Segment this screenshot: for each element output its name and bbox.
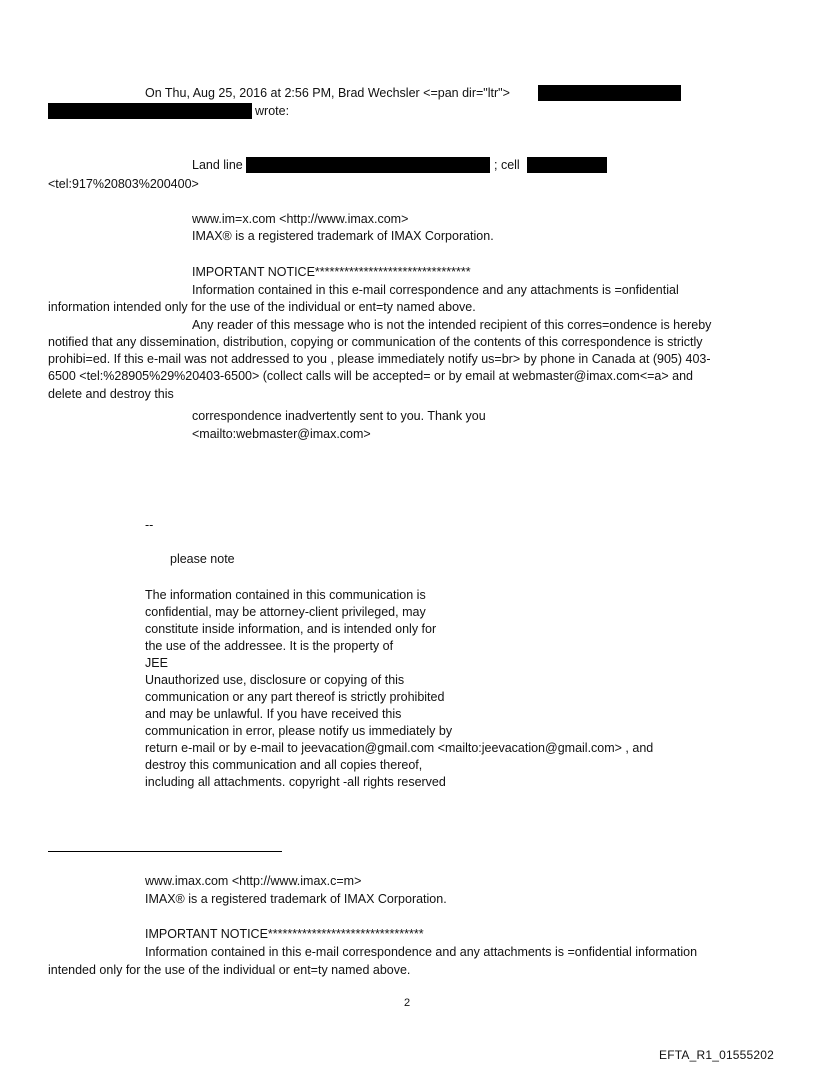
signature-line: destroy this communication and all copies thereof, <box>145 758 423 772</box>
imax-website[interactable]: www.imax.com <http://www.imax.c=m> <box>145 874 362 888</box>
signature-line: constitute inside information, and is intended only for <box>145 622 437 636</box>
footnote-divider <box>48 851 282 852</box>
signature-line: communication in error, please notify us immediately by <box>145 724 453 738</box>
redaction-box <box>246 157 490 173</box>
signature-line: and may be unlawful. If you have received this <box>145 707 402 721</box>
notice-line: 6500 <tel:%28905%29%20403-6500> (collect calls will be accepted= or by email at webmaster@imax.com<=a> and <box>48 369 694 383</box>
page-number: 2 <box>404 997 411 1009</box>
notice-line: delete and destroy this <box>48 387 174 401</box>
redaction-box <box>48 103 252 119</box>
notice-line: Information contained in this e-mail correspondence and any attachments is =onfidential information <box>145 945 698 959</box>
land-line-label: Land line <box>192 158 243 172</box>
notice-line: Any reader of this message who is not the intended recipient of this corres=ondence is hereby <box>192 318 712 332</box>
notice-title: IMPORTANT NOTICE******************************** <box>192 265 471 279</box>
signature-line: the use of the addressee. It is the property of <box>145 639 394 653</box>
notice-line: intended only for the use of the individual or ent=ty named above. <box>48 963 411 977</box>
signature-line: confidential, may be attorney-client privileged, may <box>145 605 426 619</box>
notice-line: prohibi=ed. If this e-mail was not addressed to you , please immediately notify us=br> by phone in Canada at (905) 403- <box>48 352 711 366</box>
imax-trademark: IMAX® is a registered trademark of IMAX Corporation. <box>145 892 447 906</box>
signature-separator: -- <box>145 518 154 532</box>
signature-line: return e-mail or by e-mail to jeevacation@gmail.com <mailto:jeevacation@gmail.com> , and <box>145 741 654 755</box>
notice-closing-line: correspondence inadvertently sent to you. Thank you <box>192 409 486 423</box>
signature-line: JEE <box>145 656 168 670</box>
signature-line: Unauthorized use, disclosure or copying of this <box>145 673 405 687</box>
notice-line: Information contained in this e-mail correspondence and any attachments is =onfidential <box>192 283 679 297</box>
redaction-box <box>538 85 681 101</box>
notice-title: IMPORTANT NOTICE******************************** <box>145 927 424 941</box>
document-id: EFTA_R1_01555202 <box>659 1048 775 1062</box>
email-header-line: On Thu, Aug 25, 2016 at 2:56 PM, Brad Wechsler <=pan dir="ltr"> <box>145 86 510 100</box>
signature-line: including all attachments. copyright -all rights reserved <box>145 775 446 789</box>
signature-line: The information contained in this communication is <box>145 588 426 602</box>
please-note-label: please note <box>170 552 235 566</box>
imax-trademark: IMAX® is a registered trademark of IMAX Corporation. <box>192 229 494 243</box>
imax-website[interactable]: www.im=x.com <http://www.imax.com> <box>192 212 409 226</box>
wrote-label: wrote: <box>255 104 290 118</box>
signature-line: communication or any part thereof is strictly prohibited <box>145 690 445 704</box>
notice-line: information intended only for the use of the individual or ent=ty named above. <box>48 300 476 314</box>
cell-label: ; cell <box>494 158 520 172</box>
notice-line: notified that any dissemination, distribution, copying or communication of the contents of this correspondence is strictly <box>48 335 703 349</box>
tel-link[interactable]: <tel:917%20803%200400> <box>48 177 199 191</box>
redaction-box <box>527 157 607 173</box>
mailto-link[interactable]: <mailto:webmaster@imax.com> <box>192 427 371 441</box>
